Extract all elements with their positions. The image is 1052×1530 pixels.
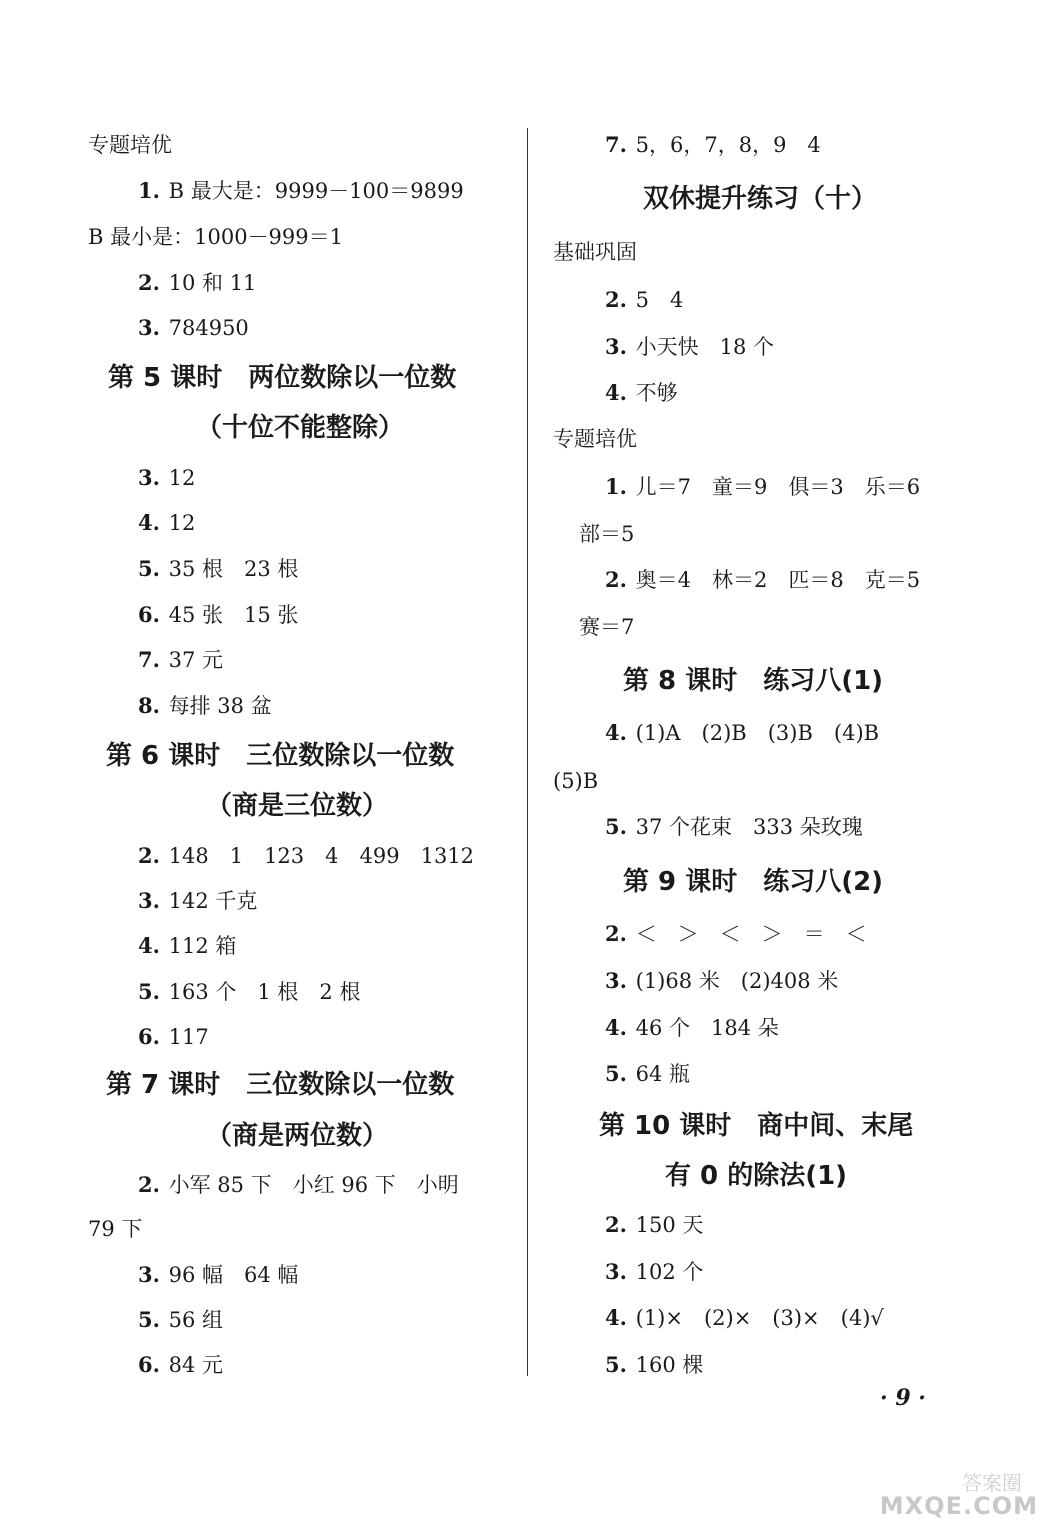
- section-heading: 基础巩固: [553, 240, 637, 264]
- answer-line: 3. 142 千克: [138, 888, 258, 913]
- answer-line: 2. 奥＝4 林＝2 匹＝8 克＝5: [605, 567, 921, 592]
- answer-line: 4. (1)A (2)B (3)B (4)B: [605, 720, 880, 745]
- answer-line: 2. 小军 85 下 小红 96 下 小明: [138, 1172, 459, 1197]
- answer-line: 7. 5，6，7，8，9 4: [605, 132, 821, 157]
- answer-line: 5. 160 棵: [605, 1352, 704, 1377]
- answer-line: 4. 12: [138, 510, 196, 535]
- practice-title: 双休提升练习（十）: [643, 184, 878, 214]
- answer-line: 3. 102 个: [605, 1259, 704, 1284]
- lesson-subtitle: （商是两位数）: [206, 1121, 389, 1151]
- answer-line: 5. 37 个花束 333 朵玫瑰: [605, 814, 863, 839]
- lesson-title: 第 6 课时 三位数除以一位数: [106, 741, 455, 771]
- watermark: MXQE.COM: [879, 1492, 1038, 1520]
- page-number: · 9 ·: [880, 1385, 926, 1411]
- lesson-title: 第 7 课时 三位数除以一位数: [106, 1070, 455, 1100]
- answer-line: 5. 56 组: [138, 1307, 224, 1332]
- answer-line: 6. 45 张 15 张: [138, 602, 299, 627]
- answer-line-continued: (5)B: [553, 769, 599, 793]
- answer-line: 1. B 最大是：9999－100＝9899: [138, 178, 464, 203]
- answer-line: 6. 117: [138, 1024, 209, 1049]
- answer-line: 3. (1)68 米 (2)408 米: [605, 968, 839, 993]
- answer-line: 4. 不够: [605, 380, 678, 405]
- answer-line: 4. (1)× (2)× (3)× (4)√: [605, 1305, 884, 1330]
- answer-line-continued: 部＝5: [579, 522, 635, 546]
- watermark-logo: 答案圈: [962, 1471, 1022, 1495]
- answer-line: 2. 10 和 11: [138, 270, 257, 295]
- lesson-title: 第 5 课时 两位数除以一位数: [108, 363, 457, 393]
- answer-line: 3. 小天快 18 个: [605, 334, 775, 359]
- answer-line: 3. 96 幅 64 幅: [138, 1262, 299, 1287]
- column-divider: [527, 128, 528, 1376]
- lesson-title: 第 8 课时 练习八(1): [623, 666, 884, 696]
- answer-line: 2. ＜ ＞ ＜ ＞ ＝ ＜: [605, 921, 867, 946]
- answer-line: 4. 112 箱: [138, 933, 237, 958]
- answer-line-continued: 79 下: [88, 1217, 143, 1241]
- answer-line: 5. 35 根 23 根: [138, 556, 299, 581]
- answer-line: 8. 每排 38 盆: [138, 693, 272, 718]
- lesson-subtitle: （商是三位数）: [206, 791, 389, 821]
- answer-line: 5. 163 个 1 根 2 根: [138, 979, 361, 1004]
- answer-line: 6. 84 元: [138, 1352, 224, 1377]
- answer-line: 7. 37 元: [138, 647, 224, 672]
- answer-line: 1. 儿＝7 童＝9 俱＝3 乐＝6: [605, 474, 921, 499]
- answer-line: 2. 150 天: [605, 1212, 704, 1237]
- lesson-title: 第 10 课时 商中间、末尾: [599, 1111, 914, 1141]
- answer-line: 3. 12: [138, 465, 196, 490]
- answer-line: 4. 46 个 184 朵: [605, 1015, 779, 1040]
- lesson-subtitle: 有 0 的除法(1): [665, 1161, 848, 1191]
- answer-line: 3. 784950: [138, 315, 249, 340]
- section-heading: 专题培优: [553, 427, 637, 451]
- answer-line-continued: 赛＝7: [579, 615, 635, 639]
- answer-line: 5. 64 瓶: [605, 1061, 691, 1086]
- section-heading: 专题培优: [88, 133, 172, 157]
- answer-line: 2. 148 1 123 4 499 1312: [138, 843, 475, 868]
- answer-line: 2. 5 4: [605, 287, 684, 312]
- answer-line-continued: B 最小是：1000－999＝1: [88, 225, 343, 249]
- lesson-subtitle: （十位不能整除）: [196, 413, 405, 443]
- lesson-title: 第 9 课时 练习八(2): [623, 867, 884, 897]
